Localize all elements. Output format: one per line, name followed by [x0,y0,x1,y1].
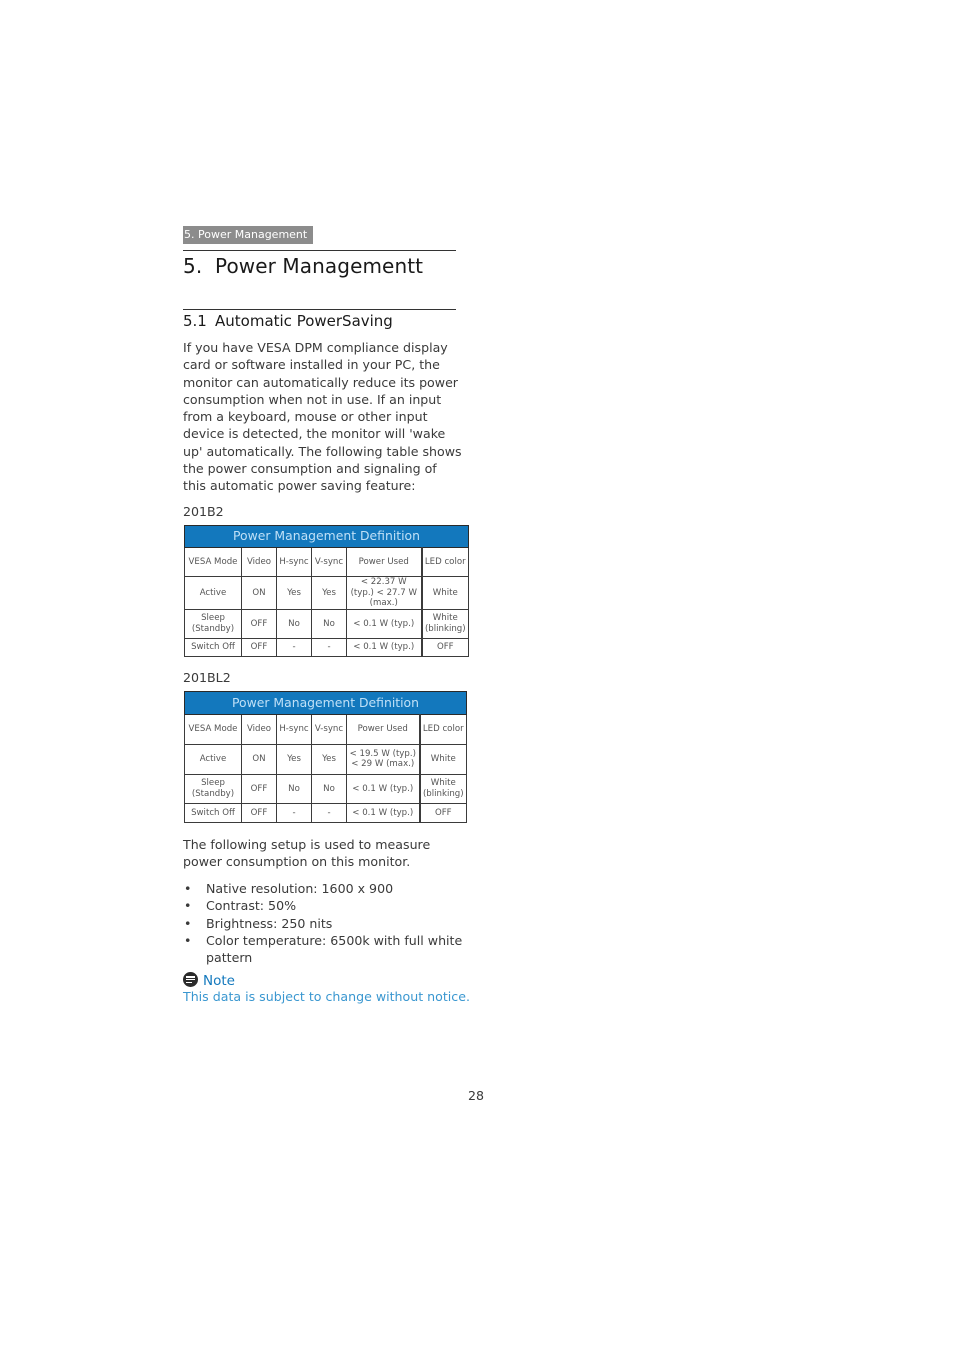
section-title [183,312,393,330]
table-cell: Yes [312,577,347,610]
note-text: This data is subject to change without notice. [183,989,470,1004]
chapter-title: Power Managementt [215,254,424,278]
note-label: Note [203,973,235,989]
chapter-number: 5. [183,254,203,278]
col-header: LED color [420,714,467,744]
table-title: Power Management Definition [185,526,469,548]
table-cell: OFF [242,774,277,804]
table-cell: Yes [277,744,312,774]
table-cell: Active [185,577,242,610]
table-cell: Switch Off [185,638,242,656]
col-header: Power Used [347,548,422,577]
table-cell: < 0.1 W (typ.) [347,804,420,823]
list-item: • Color temperature: 6500k with full white pattern [184,932,463,966]
table-cell: - [277,638,312,656]
table-cell: < 19.5 W (typ.) < 29 W (max.) [347,744,420,774]
list-item: • Brightness: 250 nits [184,915,333,931]
table-cell: Yes [312,744,347,774]
setup-list [183,880,463,966]
table-cell: White [422,577,469,610]
col-header: Video [242,548,277,577]
heading-rule [183,250,456,251]
col-header: VESA Mode [185,714,242,744]
list-item: • Contrast: 50% [184,898,297,914]
page-title [183,254,423,278]
table-cell: OFF [242,638,277,656]
table-cell: < 0.1 W (typ.) [347,774,420,804]
section-number: 5.1 [183,312,207,330]
note-heading [183,970,235,988]
col-header: Video [242,714,277,744]
col-header: H-sync [277,548,312,577]
table-cell: ON [242,744,277,774]
table-cell: White [420,744,467,774]
bullet-icon: • [184,881,192,896]
section-chip: 5. Power Management [183,226,313,244]
table-cell: No [312,609,347,638]
table-cell: White (blinking) [422,609,469,638]
table-cell: < 22.37 W (typ.) < 27.7 W (max.) [347,577,422,610]
table-cell: - [312,638,347,656]
bullet-icon: • [184,932,192,948]
col-header: V-sync [312,714,347,744]
power-table-201bl2 [184,691,467,823]
table-cell: - [277,804,312,823]
table-cell: OFF [422,638,469,656]
model-label-2: 201BL2 [183,670,231,685]
col-header: LED color [422,548,469,577]
table-cell: OFF [242,609,277,638]
bullet-icon: • [184,898,192,914]
table-cell: No [277,774,312,804]
table-cell: No [277,609,312,638]
page-number: 28 [468,1088,485,1103]
table-cell: < 0.1 W (typ.) [347,609,422,638]
col-header: H-sync [277,714,312,744]
table-cell: Yes [277,577,312,610]
col-header: V-sync [312,548,347,577]
setup-intro: The following setup is used to measure power consumption on this monitor. [183,837,431,870]
table-title: Power Management Definition [185,692,467,715]
table-cell: Sleep (Standby) [185,774,242,804]
table-cell: < 0.1 W (typ.) [347,638,422,656]
section-title-text: Automatic PowerSaving [215,312,393,330]
note-icon [183,972,198,987]
table-cell: ON [242,577,277,610]
intro-paragraph: If you have VESA DPM compliance display card or software installed in your PC, the monitor can automatically reduce its power consumption when not in use. If an input from a keyboard, mouse or other input device is detected, the monitor will 'wake up' automatically. The following table shows the power consumption and signaling of this automatic power saving feature: [183,340,462,494]
table-cell: Sleep (Standby) [185,609,242,638]
table-cell: No [312,774,347,804]
col-header: Power Used [347,714,420,744]
col-header: VESA Mode [185,548,242,577]
model-label-1: 201B2 [183,504,224,519]
bullet-icon: • [184,915,192,931]
table-cell: OFF [242,804,277,823]
power-table-201b2 [184,525,469,657]
table-cell: - [312,804,347,823]
subheading-rule [183,309,456,310]
table-cell: Switch Off [185,804,242,823]
table-cell: Active [185,744,242,774]
list-item: • Native resolution: 1600 x 900 [184,881,394,896]
table-cell: White (blinking) [420,774,467,804]
table-cell: OFF [420,804,467,823]
